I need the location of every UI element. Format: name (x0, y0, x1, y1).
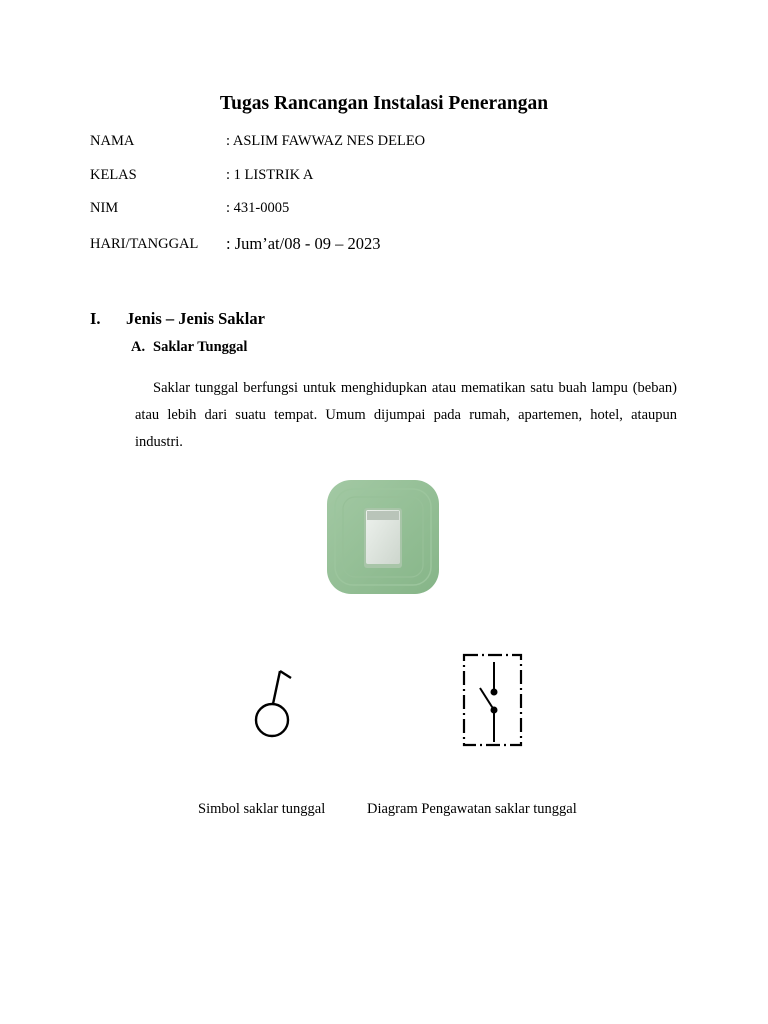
description-paragraph: Saklar tunggal berfungsi untuk menghidupkan atau mematikan satu buah lampu (beban) atau lebih dari suatu tempat. Umum dijumpai pada rumah, apartemen, hotel, ataupun industri. (135, 380, 677, 450)
identity-label: NIM (90, 200, 119, 216)
wiring-diagram (458, 650, 526, 750)
symbol-caption: Simbol saklar tunggal (198, 801, 326, 817)
section-number: I. (90, 309, 101, 328)
switch-symbol (250, 666, 296, 742)
identity-value: : 1 LISTRIK A (226, 167, 314, 183)
diagram-caption: Diagram Pengawatan saklar tunggal (367, 801, 577, 817)
identity-label: KELAS (90, 167, 137, 183)
identity-value: : 431-0005 (226, 200, 290, 216)
section-title: Jenis – Jenis Saklar (126, 309, 265, 328)
identity-value: : ASLIM FAWWAZ NES DELEO (226, 133, 426, 149)
single-switch-photo (326, 479, 440, 595)
subsection-title: Saklar Tunggal (153, 339, 248, 355)
subsection-letter: A. (131, 339, 146, 355)
identity-label: HARI/TANGGAL (90, 236, 199, 252)
identity-label: NAMA (90, 133, 135, 149)
identity-value: : Jum’at/08 - 09 – 2023 (226, 234, 381, 253)
document-title: Tugas Rancangan Instalasi Penerangan (219, 93, 549, 114)
